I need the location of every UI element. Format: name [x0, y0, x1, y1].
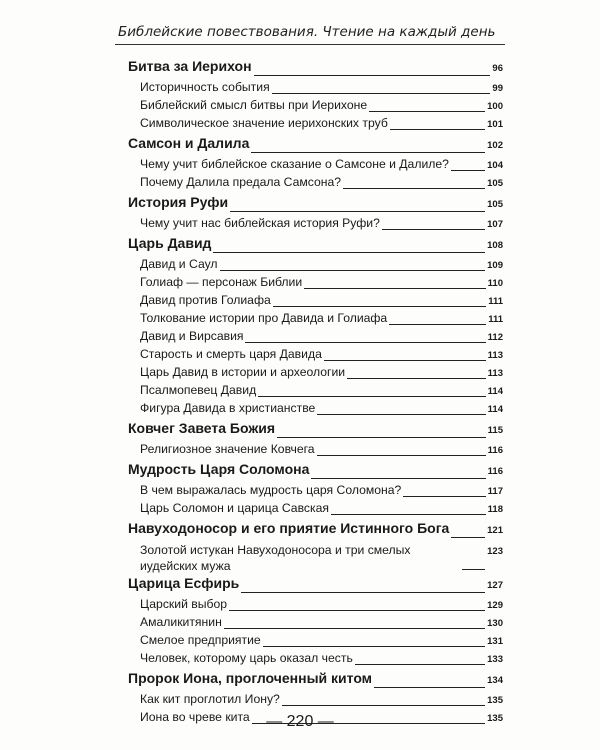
- toc-subsection: [128, 98, 503, 116]
- toc-entry-title: Религиозное значение Ковчега: [140, 442, 315, 456]
- toc-page-number: 109: [487, 260, 503, 271]
- toc-leader-line: [213, 252, 485, 253]
- toc-leader-line: [317, 414, 485, 415]
- toc-leader-line: [258, 396, 485, 397]
- running-header: Библейские повествования. Чтение на каждый день: [118, 24, 496, 40]
- toc-leader-line: [263, 646, 485, 647]
- toc-page-number: 130: [487, 618, 503, 629]
- toc-page-number: 131: [487, 636, 503, 647]
- toc-entry-title: Давид и Саул: [140, 257, 218, 271]
- toc-page-number: 133: [487, 654, 503, 665]
- toc-page-number: 123: [487, 546, 503, 557]
- toc-subsection: [128, 615, 503, 633]
- toc-entry-title: Ковчег Завета Божия: [128, 420, 276, 436]
- toc-page-number: 111: [488, 296, 503, 307]
- toc-leader-line: [230, 211, 485, 212]
- toc-subsection: [128, 383, 503, 401]
- toc-subsection: [128, 597, 503, 615]
- toc-leader-line: [317, 455, 486, 456]
- toc-leader-line: [304, 288, 486, 289]
- toc-page-number: 105: [487, 178, 503, 189]
- toc-page-number: 129: [487, 600, 503, 611]
- toc-leader-line: [355, 664, 485, 665]
- toc-subsection: [128, 157, 503, 175]
- toc-leader-line: [343, 188, 485, 189]
- toc-leader-line: [272, 93, 491, 94]
- toc-entry-title: Фигура Давида в христианстве: [140, 401, 316, 415]
- toc-page-number: 102: [487, 140, 503, 151]
- toc-page-number: 118: [487, 504, 503, 515]
- toc-page-number: 105: [487, 199, 503, 210]
- toc-subsection: [128, 329, 503, 347]
- toc-entry-title: Царский выбор: [140, 597, 228, 611]
- toc-page-number: 135: [487, 713, 503, 724]
- toc-page-number: 108: [487, 240, 503, 251]
- toc-leader-line: [451, 170, 485, 171]
- toc-entry-title: Битва за Иерихон: [128, 58, 252, 74]
- toc-entry-title: Человек, которому царь оказал честь: [140, 651, 353, 665]
- toc-subsection: [128, 365, 503, 383]
- toc-page-number: 114: [487, 404, 503, 415]
- toc-leader-line: [229, 610, 485, 611]
- toc-page-number: 127: [487, 580, 503, 591]
- toc-chapter: [128, 575, 503, 597]
- toc-page-number: 112: [487, 332, 503, 343]
- toc-entry-title: Голиаф — персонаж Библии: [140, 275, 303, 289]
- toc-page-number: 115: [487, 425, 503, 436]
- toc-leader-line: [347, 378, 486, 379]
- toc-leader-line: [254, 75, 491, 76]
- toc-subsection: [128, 311, 503, 329]
- toc-subsection: [128, 257, 503, 275]
- toc-entry-title: История Руфи: [128, 194, 229, 210]
- toc-subsection: [128, 442, 503, 460]
- toc-chapter: [128, 235, 503, 257]
- toc-entry-title: Самсон и Далила: [128, 135, 250, 151]
- page-number: — 220 —: [266, 713, 334, 730]
- toc-entry-title: Царь Давид в истории и археологии: [140, 365, 346, 379]
- toc-page-number: 104: [487, 160, 503, 171]
- toc-entry-title: Иона во чреве кита: [140, 710, 250, 724]
- toc-page-number: 135: [487, 695, 503, 706]
- toc-entry-title: Библейский смысл битвы при Иерихоне: [140, 98, 368, 112]
- toc-chapter: [128, 58, 503, 80]
- toc-page-number: 107: [487, 219, 503, 230]
- toc-page-number: 113: [487, 350, 503, 361]
- toc-leader-line: [311, 478, 485, 479]
- toc-entry-title: В чем выражалась мудрость царя Соломона?: [140, 483, 402, 497]
- toc-leader-line: [462, 569, 485, 570]
- toc-entry-title: Царь Соломон и царица Савская: [140, 501, 329, 515]
- toc-page-number: 96: [492, 63, 503, 74]
- toc-leader-line: [369, 111, 485, 112]
- table-of-contents: [128, 57, 503, 728]
- toc-subsection: [128, 216, 503, 234]
- toc-subsection: [128, 483, 503, 501]
- toc-page-number: 134: [487, 675, 503, 686]
- toc-leader-line: [451, 537, 485, 538]
- toc-leader-line: [220, 270, 486, 271]
- toc-subsection: [128, 116, 503, 134]
- toc-entry-title: Золотой истукан Навуходоносора и три смелых иудейских мужа: [140, 543, 411, 573]
- toc-entry-title: Чему учит библейское сказание о Самсоне и Далиле?: [140, 157, 449, 171]
- toc-leader-line: [251, 152, 485, 153]
- toc-entry-title: Пророк Иона, проглоченный китом: [128, 670, 373, 686]
- toc-subsection: [128, 175, 503, 193]
- toc-page-number: 100: [487, 101, 503, 112]
- toc-entry-title: Псалмопевец Давид: [140, 383, 257, 397]
- toc-page-number: 114: [487, 386, 503, 397]
- toc-leader-line: [273, 306, 486, 307]
- toc-entry-title: Символическое значение иерихонских труб: [140, 116, 388, 130]
- toc-entry-title: Амаликитянин: [140, 615, 222, 629]
- toc-leader-line: [374, 687, 485, 688]
- toc-leader-line: [403, 496, 485, 497]
- toc-page-number: 101: [487, 119, 503, 130]
- toc-leader-line: [324, 360, 486, 361]
- toc-page-number: 111: [488, 314, 503, 325]
- toc-entry-title: Навуходоносор и его приятие Истинного Бога: [128, 520, 450, 536]
- toc-entry-title: Мудрость Царя Соломона: [128, 461, 310, 477]
- toc-entry-title: Царица Есфирь: [128, 575, 240, 591]
- toc-entry-title: Чему учит нас библейская история Руфи?: [140, 216, 380, 230]
- toc-chapter: [128, 420, 503, 442]
- toc-subsection: [128, 651, 503, 669]
- toc-entry-title: Старость и смерть царя Давида: [140, 347, 322, 361]
- toc-entry-title: Почему Далила предала Самсона?: [140, 175, 342, 189]
- toc-page-number: 99: [492, 83, 503, 94]
- toc-leader-line: [331, 514, 486, 515]
- toc-chapter: [128, 135, 503, 157]
- toc-subsection: [128, 633, 503, 651]
- toc-subsection: [128, 692, 503, 710]
- toc-leader-line: [245, 342, 485, 343]
- toc-leader-line: [390, 129, 485, 130]
- toc-page-number: 116: [487, 466, 503, 477]
- toc-leader-line: [282, 705, 485, 706]
- toc-entry-title: Как кит проглотил Иону?: [140, 692, 280, 706]
- toc-leader-line: [382, 229, 485, 230]
- toc-leader-line: [241, 592, 485, 593]
- toc-leader-line: [277, 437, 486, 438]
- toc-page-number: 113: [487, 368, 503, 379]
- toc-page-number: 110: [487, 278, 503, 289]
- toc-chapter: [128, 520, 503, 542]
- toc-entry-title: Давид против Голиафа: [140, 293, 271, 307]
- toc-subsection: [128, 275, 503, 293]
- toc-subsection: [128, 80, 503, 98]
- toc-chapter: [128, 670, 503, 692]
- toc-page-number: 121: [487, 525, 503, 536]
- toc-chapter: [128, 461, 503, 483]
- toc-subsection: [128, 347, 503, 365]
- header-rule: [115, 44, 505, 45]
- toc-leader-line: [224, 628, 485, 629]
- toc-entry-title: Давид и Вирсавия: [140, 329, 244, 343]
- toc-entry-title: Смелое предприятие: [140, 633, 261, 647]
- toc-subsection: [128, 542, 503, 574]
- toc-page-number: 117: [487, 486, 503, 497]
- toc-entry-title: Царь Давид: [128, 235, 212, 251]
- toc-subsection: [128, 401, 503, 419]
- toc-page-number: 116: [487, 445, 503, 456]
- toc-chapter: [128, 194, 503, 216]
- toc-subsection: [128, 293, 503, 311]
- toc-entry-title: Толкование истории про Давида и Голиафа: [140, 311, 388, 325]
- toc-leader-line: [389, 324, 486, 325]
- toc-entry-title: Историчность события: [140, 80, 270, 94]
- toc-subsection: [128, 501, 503, 519]
